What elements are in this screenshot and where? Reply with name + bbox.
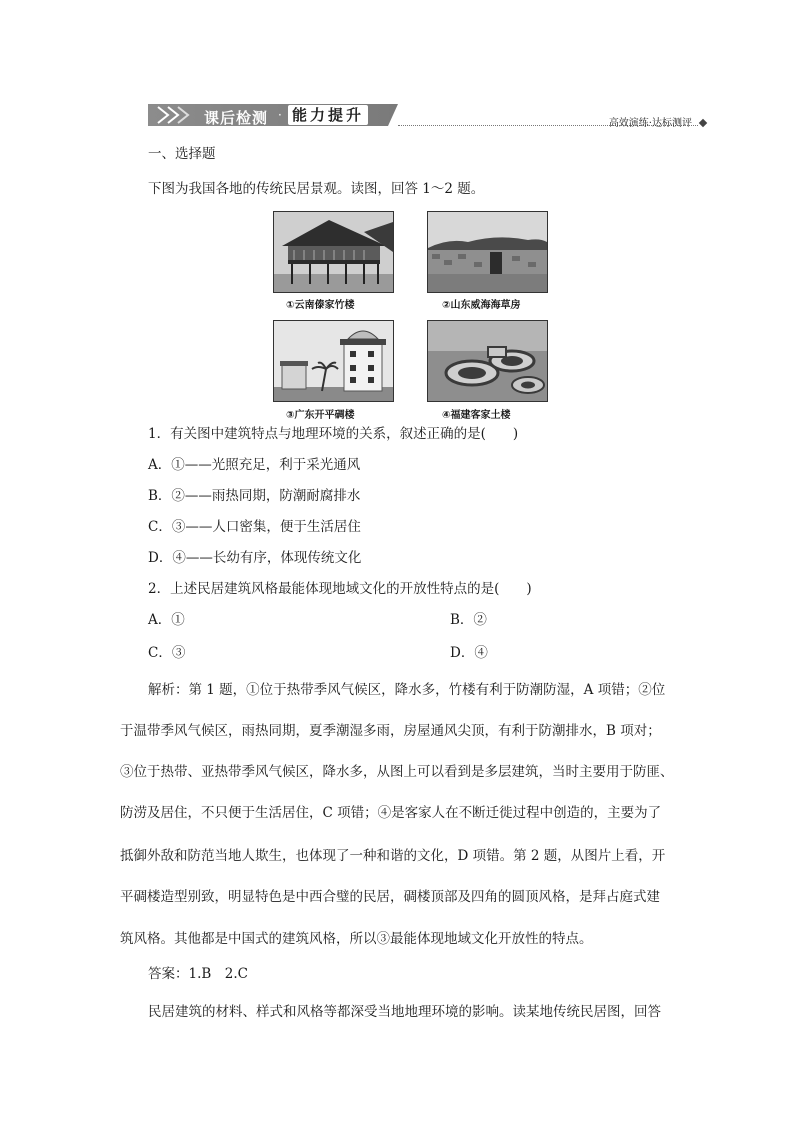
q2-option-b: B．② [450,612,487,628]
analysis-line: 解析：第 1 题，①位于热带季风气候区，降水多，竹楼有利于防潮防湿，A 项错；②位 [148,682,666,698]
photo-tulou [427,320,548,402]
header-right-text: 高效演练·达标测评 [608,118,692,129]
caption-figure-3: ③广东开平碉楼 [286,410,355,421]
answer-text: 答案：1.B 2.C [148,966,249,982]
q2-option-a: A．① [148,612,185,628]
question-2-stem: 2．上述民居建筑风格最能体现地域文化的开放性特点的是( ) [148,581,532,597]
question-1-stem: 1．有关图中建筑特点与地理环境的关系，叙述正确的是( ) [148,426,519,442]
analysis-line: 平碉楼造型别致，明显特色是中西合璧的民居，碉楼顶部及四角的圆顶风格，是拜占庭式建 [120,889,660,905]
header-title-right: 能力提升 [288,105,368,125]
photo-diaolou [273,320,394,402]
photo-seaweed-house [427,211,548,293]
chevron-right-icon [156,106,196,124]
analysis-line: 抵御外敌和防范当地人欺生，也体现了一种和谐的文化，D 项错。第 2 题，从图片上看，开 [120,848,666,864]
q2-option-c: C．③ [148,645,186,661]
intro-text: 下图为我国各地的传统民居景观。读图，回答 1～2 题。 [148,181,485,197]
section-title: 一、选择题 [148,146,216,162]
q1-option-b: B．②——雨热同期，防潮耐腐排水 [148,488,361,504]
photo-bamboo-house [273,211,394,293]
page-header [148,104,708,130]
q1-option-d: D．④——长幼有序，体现传统文化 [148,550,362,566]
analysis-line: 防涝及居住，不只便于生活居住，C 项错；④是客家人在不断迁徙过程中创造的，主要为了 [120,805,662,821]
q2-option-d: D．④ [450,645,488,661]
header-separator: · [278,108,282,122]
header-title-left: 课后检测 [204,109,269,127]
analysis-line: ③位于热带、亚热带季风气候区，降水多，从图上可以看到是多层建筑，当时主要用于防匪、 [120,764,674,780]
q1-option-a: A．①——光照充足，利于采光通风 [148,457,361,473]
diamond-icon [699,119,707,127]
caption-figure-2: ②山东威海海草房 [442,300,521,311]
caption-figure-1: ①云南傣家竹楼 [286,300,355,311]
analysis-line: 筑风格。其他都是中国式的建筑风格，所以③最能体现地域文化开放性的特点。 [120,931,593,947]
q1-option-c: C．③——人口密集，便于生活居住 [148,519,361,535]
next-question-intro: 民居建筑的材料、样式和风格等都深受当地地理环境的影响。读某地传统民居图，回答 [148,1004,661,1020]
caption-figure-4: ④福建客家土楼 [442,410,511,421]
analysis-line: 于温带季风气候区，雨热同期，夏季潮湿多雨，房屋通风尖顶，有利于防潮排水，B 项对； [120,723,661,739]
